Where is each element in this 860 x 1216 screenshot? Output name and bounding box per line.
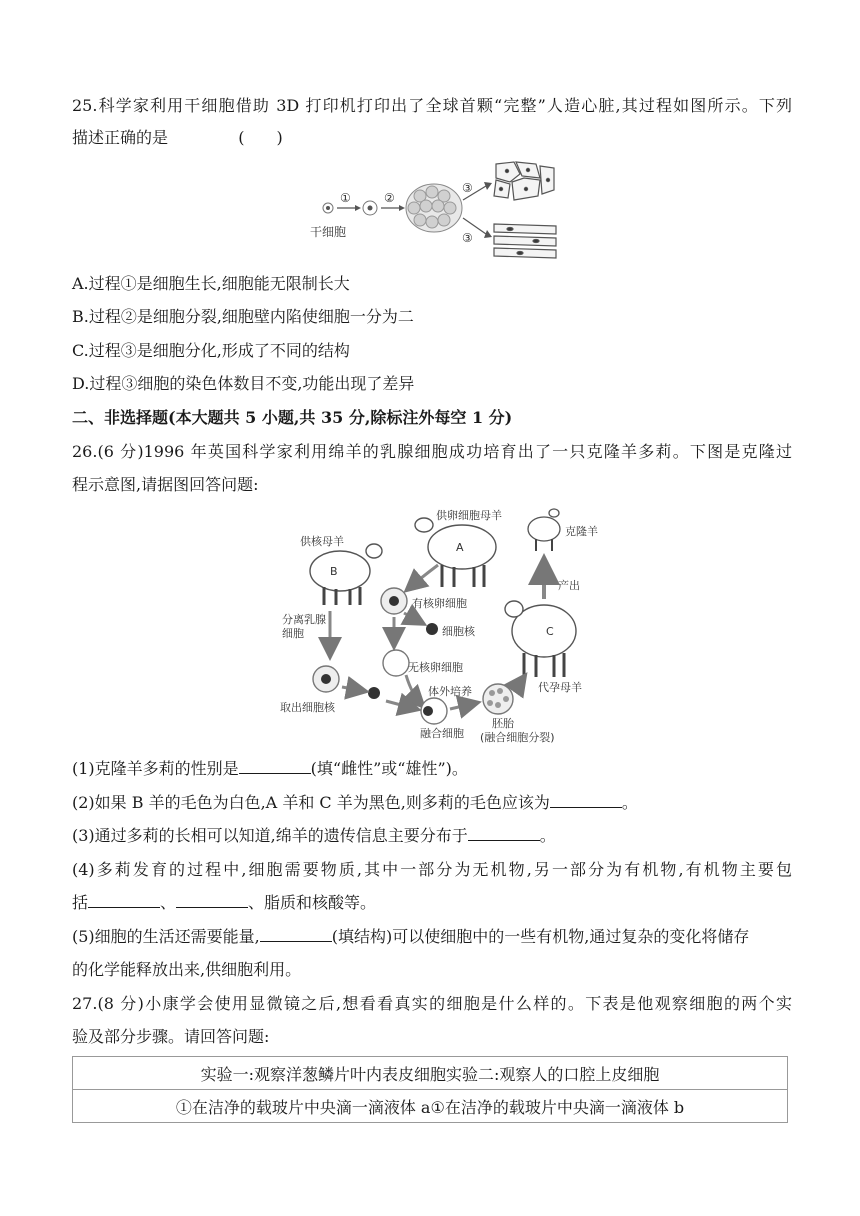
- q26-sub2-text: (2)如果 B 羊的毛色为白色,A 羊和 C 羊为黑色,则多莉的毛色应该为: [72, 793, 550, 812]
- option-b: B.过程②是细胞分裂,细胞壁内陷使细胞一分为二: [72, 307, 414, 326]
- experiment-table: [72, 1056, 788, 1123]
- table-cell: ①在洁净的载玻片中央滴一滴液体 a①在洁净的载玻片中央滴一滴液体 b: [73, 1090, 788, 1123]
- answer-blank[interactable]: [260, 925, 332, 942]
- sheep-c: [505, 601, 576, 677]
- step-1-label: ①: [340, 191, 351, 205]
- stem-cell-figure: [310, 160, 560, 270]
- egg-donor-label: 供卵细胞母羊: [436, 509, 502, 522]
- sheep-a: [415, 518, 496, 587]
- anucleate-egg: [383, 650, 409, 676]
- answer-blank[interactable]: [176, 891, 248, 908]
- nucleated-egg-label: 有核卵细胞: [412, 597, 467, 610]
- sheep-b: [310, 544, 382, 605]
- produce-label: 产出: [558, 579, 580, 592]
- q25-stem-text: 描述正确的是: [72, 128, 169, 147]
- sheep-b-label: B: [330, 565, 338, 578]
- q26-sub3: [72, 824, 792, 848]
- remove-nucleus-label: 取出细胞核: [280, 701, 335, 714]
- answer-parentheses: ( ): [238, 128, 283, 147]
- q26-sub5-text: (5)细胞的生活还需要能量,: [72, 927, 260, 946]
- q26-sub5-line1: [72, 925, 792, 949]
- q26-sub4-sep: 、: [160, 893, 177, 912]
- q27-stem-line2: 验及部分步骤。请回答问题:: [72, 1027, 270, 1046]
- donor-nucleus: [368, 687, 380, 699]
- answer-blank[interactable]: [468, 824, 540, 841]
- cell-nucleus-label: 细胞核: [442, 625, 475, 638]
- q26-sub4-line2: [72, 891, 792, 915]
- separate-label-2: 细胞: [282, 627, 304, 640]
- nucleus-donor-label: 供核母羊: [300, 535, 344, 548]
- answer-blank[interactable]: [550, 791, 622, 808]
- option-d: D.过程③细胞的染色体数目不变,功能出现了差异: [72, 374, 415, 393]
- fused-cell-label: 融合细胞: [420, 727, 464, 740]
- egg-arrow: [408, 565, 438, 589]
- answer-blank[interactable]: [88, 891, 160, 908]
- q26-sub1: [72, 757, 792, 781]
- option-c: C.过程③是细胞分化,形成了不同的结构: [72, 341, 350, 360]
- sheep-c-label: C: [546, 625, 554, 638]
- clone-label: 克隆羊: [565, 525, 598, 538]
- surrogate-label: 代孕母羊: [538, 681, 582, 694]
- q26-sub4-line1: (4)多莉发育的过程中,细胞需要物质,其中一部分为无机物,另一部分为有机物,有机物主要包: [72, 860, 792, 879]
- option-a: A.过程①是细胞生长,细胞能无限制长大: [72, 274, 350, 293]
- q26-sub3-end: 。: [539, 826, 556, 845]
- q26-sub1-hint: (填“雌性”或“雄性”)。: [310, 759, 468, 778]
- embryo: [483, 684, 513, 714]
- q26-sub4-text: 括: [72, 893, 89, 912]
- embryo-note: (融合细胞分裂): [480, 731, 555, 744]
- cloning-diagram: [262, 505, 602, 745]
- q25-stem-line2: [72, 126, 792, 150]
- table-cell: 实验一:观察洋葱鳞片叶内表皮细胞实验二:观察人的口腔上皮细胞: [73, 1057, 788, 1090]
- q26-sub3-text: (3)通过多莉的长相可以知道,绵羊的遗传信息主要分布于: [72, 826, 468, 845]
- step-2-label: ②: [384, 191, 395, 205]
- clone-sheep: [528, 509, 560, 551]
- step-3a-label: ③: [462, 181, 473, 195]
- answer-blank[interactable]: [239, 757, 311, 774]
- anucleate-egg-label: 无核卵细胞: [408, 661, 463, 674]
- q26-sub2: [72, 791, 792, 815]
- q26-stem-line2: 程示意图,请据图回答问题:: [72, 475, 259, 494]
- q26-sub4-end: 、脂质和核酸等。: [248, 893, 377, 912]
- sheep-a-label: A: [456, 541, 464, 554]
- q26-sub5-line2: 的化学能释放出来,供细胞利用。: [72, 960, 302, 979]
- table-row: [73, 1057, 788, 1090]
- table-row: [73, 1090, 788, 1123]
- step-3b-label: ③: [462, 231, 473, 245]
- q26-stem-line1: 26.(6 分)1996 年英国科学家利用绵羊的乳腺细胞成功培育出了一只克隆羊多莉。下图是克隆过: [72, 442, 792, 461]
- differentiated-cells-top: [494, 162, 554, 200]
- in-vitro-label: 体外培养: [428, 685, 472, 698]
- separate-label-1: 分离乳腺: [282, 613, 326, 626]
- embryo-label: 胚胎: [492, 717, 514, 730]
- q26-sub2-end: 。: [621, 793, 638, 812]
- differentiated-cells-bottom: [494, 224, 556, 258]
- q27-stem-line1: 27.(8 分)小康学会使用显微镜之后,想看看真实的细胞是什么样的。下表是他观察细胞的两个实: [72, 994, 792, 1013]
- section-2-title: 二、非选择题(本大题共 5 小题,共 35 分,除标注外每空 1 分): [72, 408, 513, 427]
- cell-cluster: [406, 184, 462, 232]
- removed-nucleus: [426, 623, 438, 635]
- q26-sub1-text: (1)克隆羊多莉的性别是: [72, 759, 239, 778]
- q26-sub5-rest: (填结构)可以使细胞中的一些有机物,通过复杂的变化将储存: [331, 927, 750, 946]
- stem-cell-label: 干细胞: [310, 225, 347, 239]
- q25-stem-line1: 25.科学家利用干细胞借助 3D 打印机打印出了全球首颗“完整”人造心脏,其过程如图所示。下列: [72, 96, 792, 115]
